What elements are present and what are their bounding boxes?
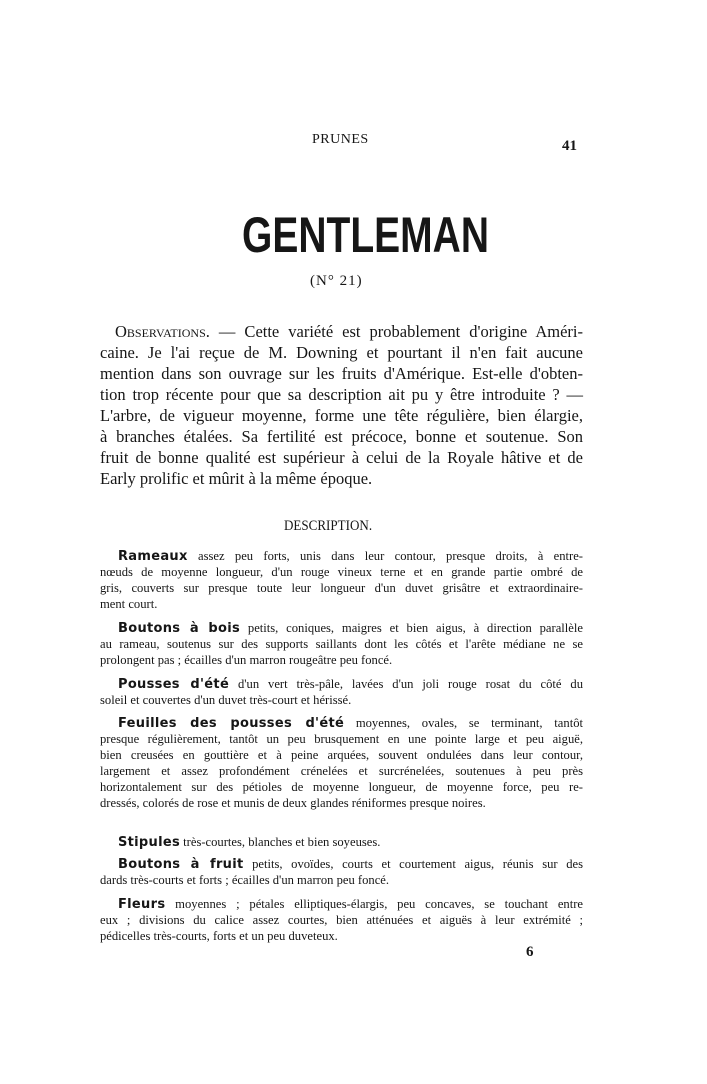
description-line [100,693,583,708]
line-text: très-courtes, blanches et bien soyeuses. [180,835,381,849]
line-text: pédicelles très-courts, forts et un peu duveteux. [100,929,338,943]
description-line [100,637,583,652]
observations-line [100,364,583,384]
description-line [100,581,583,596]
observations-line [115,322,583,342]
line-text: moyennes, ovales, se terminant, tantôt [344,716,583,730]
description-term: Stipules [118,835,181,850]
description-line [100,565,583,580]
line-text: eux ; divisions du calice assez courtes, bien atténuées et aiguës à leur extrémité ; [100,913,583,927]
description-line [100,780,583,795]
running-title: PRUNES [312,132,369,147]
variety-number: (N° 21) [310,273,363,289]
page-title: GENTLEMAN [242,207,489,263]
description-term: Rameaux [118,549,188,564]
observations-line [100,406,583,426]
line-text: horizontalement sur des pétioles de moyenne longueur, de moyenne force, peu re- [100,780,583,794]
description-line [100,732,583,747]
line-text: caine. Je l'ai reçue de M. Downing et pourtant il n'en fait aucune [100,343,583,362]
line-text: largement et assez profondément crénelées et surcrénelées, soutenues à peu près [100,764,583,778]
observations-line [100,385,583,405]
line-text: L'arbre, de vigueur moyenne, forme une tête régulière, bien élargie, [100,406,583,425]
description-term: Boutons à bois [118,621,241,636]
line-text: petits, ovoïdes, courts et courtement aigus, réunis sur des [243,857,583,871]
description-line [100,764,583,779]
observations-line [100,469,583,489]
description-line [118,857,583,872]
line-text: soleil et couvertes d'un duvet très-court et hérissé. [100,693,352,707]
description-line [100,748,583,763]
description-line [118,897,583,912]
line-text: — Cette variété est probablement d'origine Améri- [209,322,583,341]
line-text: dressés, colorés de rose et munis de deux glandes réniformes presque noires. [100,796,486,810]
description-line [100,873,583,888]
description-line [100,597,583,612]
line-text: au rameau, soutenus sur des supports saillants dont les côtés et l'arête médiane ne se [100,637,583,651]
line-text: prolongent pas ; écailles d'un marron rougeâtre peu foncé. [100,653,393,667]
description-term: Fleurs [118,897,166,912]
description-term: Pousses d'été [118,677,230,692]
observations-line [100,448,583,468]
line-text: moyennes ; pétales elliptiques-élargis, peu concaves, se touchant entre [165,897,583,911]
line-text: petits, coniques, maigres et bien aigus, à direction parallèle [240,621,583,635]
observations-label: Observations. [115,322,210,341]
description-line [118,621,583,636]
line-text: presque régulièrement, tantôt un peu brusquement en une pointe large et peu aiguë, [100,732,583,746]
line-text: tion trop récente pour que sa description ait pu y être introduite ? — [100,385,583,404]
line-text: gris, couverts sur presque toute leur longueur d'un duvet grisâtre et extraordinaire- [100,581,583,595]
description-line [100,653,583,668]
description-line [118,716,583,731]
line-text: à branches étalées. Sa fertilité est précoce, bonne et soutenue. Son [100,427,583,446]
description-line [118,549,583,564]
signature-mark: 6 [526,944,534,960]
description-line [100,929,583,944]
line-text: bien creusées en gouttière et à peine arquées, souvent ondulées dans leur contour, [100,748,583,762]
description-term: Boutons à fruit [118,857,244,872]
description-line [118,677,583,692]
description-heading: DESCRIPTION. [284,518,373,534]
line-text: ment court. [100,597,158,611]
page-number: 41 [562,138,577,154]
description-line [118,835,583,850]
observations-line [100,427,583,447]
line-text: Early prolific et mûrit à la même époque. [100,469,373,488]
observations-line [100,343,583,363]
line-text: fruit de bonne qualité est supérieur à celui de la Royale hâtive et de [100,448,583,467]
line-text: nœuds de moyenne longueur, d'un rouge vineux terne et en grande partie ombré de [100,565,583,579]
line-text: assez peu forts, unis dans leur contour, presque droits, à entre- [187,549,583,563]
description-term: Feuilles des pousses d'été [118,716,345,731]
line-text: d'un vert très-pâle, lavées d'un joli rouge rosat du côté du [229,677,583,691]
description-line [100,796,583,811]
line-text: mention dans son ouvrage sur les fruits d'Amérique. Est-elle d'obten- [100,364,583,383]
line-text: dards très-courts et forts ; écailles d'un marron peu foncé. [100,873,390,887]
description-line [100,913,583,928]
